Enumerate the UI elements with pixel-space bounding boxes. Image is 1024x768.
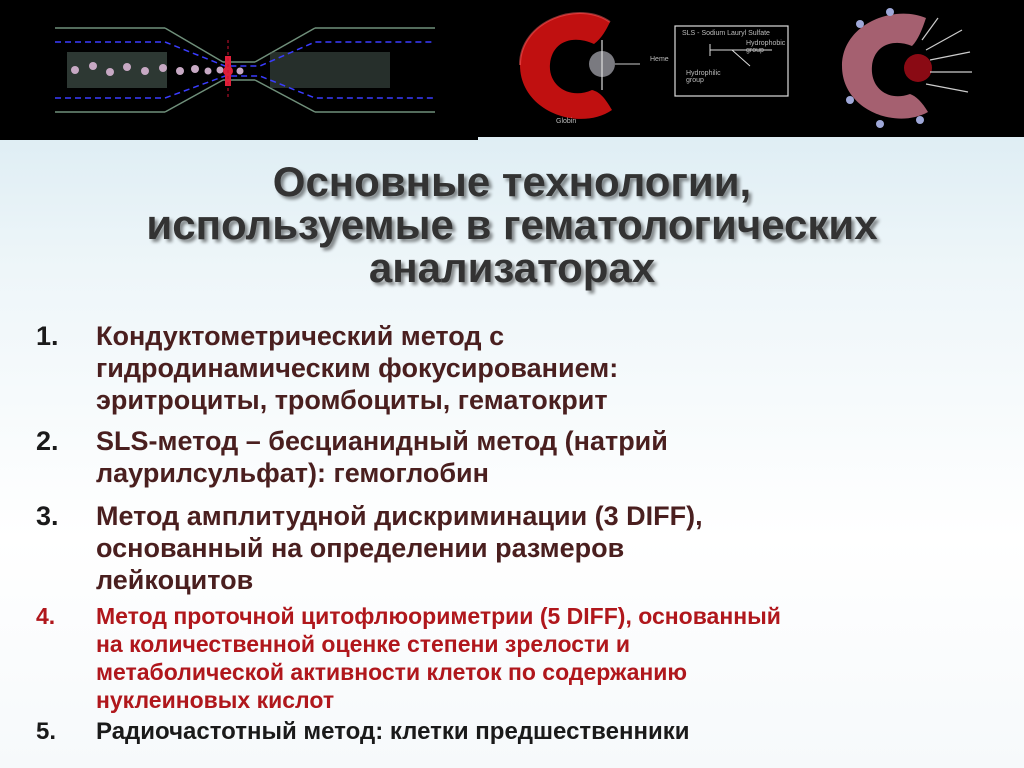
list-item-line: Метод амплитудной дискриминации (3 DIFF), [96,501,703,531]
slide-title [30,160,994,289]
list-item-line: на количественной оценке степени зрелости и [96,631,630,657]
list-item-line: эритроциты, тромбоциты, гематокрит [96,385,608,415]
top-banner [0,0,1024,137]
list-item-number: 5. [36,718,57,745]
list-item-line: основанный на определении размеров [96,533,625,563]
list-item-line: Кондуктометрический метод с [96,321,505,351]
list-item-line: гидродинамическим фокусированием: [96,353,619,383]
list-item-text [96,320,618,416]
title-line-1: Основные технологии, [272,158,752,205]
list-item-text [96,500,703,596]
sls-hemoglobin-image [510,0,830,137]
list-item-number: 4. [36,603,56,629]
banner-notch [0,137,478,140]
list-item-text [96,602,781,714]
list-item-number: 2. [36,426,59,456]
list-item-line: Метод проточной цитофлюориметрии (5 DIFF), основанный [96,603,781,629]
list-item-line: лаурилсульфат): гемоглобин [96,458,489,488]
list-item-line: Радиочастотный метод: клетки предшественники [96,718,690,745]
sls-bound-hemoglobin-image [830,0,980,137]
list-item-line: лейкоцитов [96,565,254,595]
list-item-line: SLS-метод – бесцианидный метод (натрий [96,426,668,456]
hydrophilic-label: Hydrophilic group [686,70,721,84]
list-item-line: нуклеиновых кислот [96,687,335,713]
sls-header-label: SLS - Sodium Lauryl Sulfate [682,30,770,37]
globin-label: Globin [556,118,577,125]
list-item-text [96,425,668,489]
list-item-number: 1. [36,321,59,351]
hydrophobic-label: Hydrophobic group [746,40,786,54]
flow-cell-image [55,0,435,137]
list-item-number: 3. [36,501,59,531]
list-item-line: метаболической активности клеток по содержанию [96,659,688,685]
list-item-text [96,718,689,746]
title-line-3: анализаторах [368,244,656,291]
heme-label: Heme [650,56,669,63]
title-line-2: используемые в гематологических [146,201,878,248]
